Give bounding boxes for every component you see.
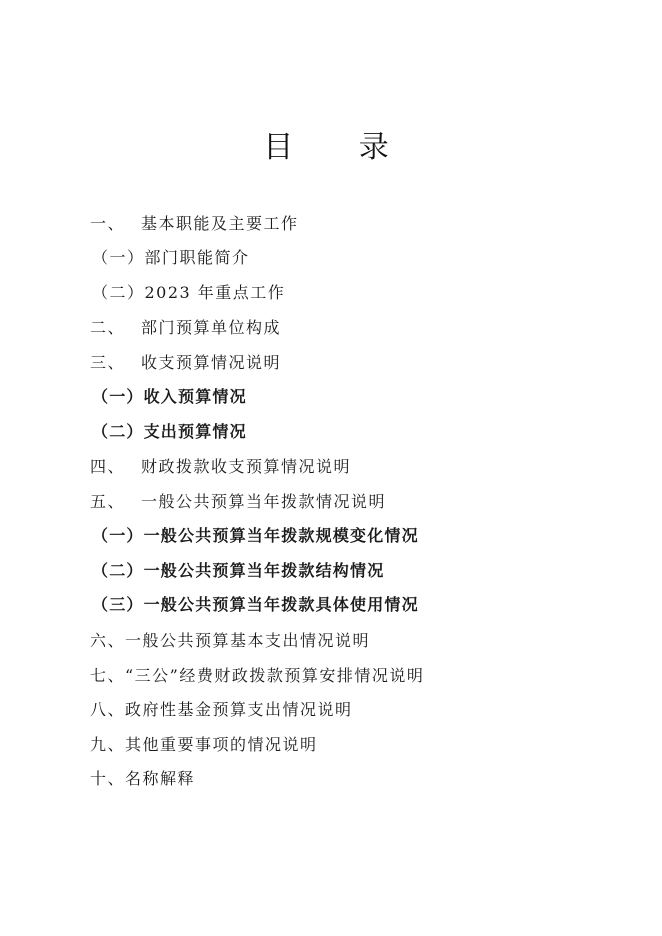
- toc-entry-text: （一）收入预算情况: [92, 387, 247, 406]
- toc-entry: [90, 211, 299, 234]
- toc-entry: [92, 384, 247, 407]
- toc-entry: [90, 697, 353, 720]
- toc-entry-number: 二、: [90, 318, 126, 337]
- toc-entry-number: 三、: [90, 353, 126, 372]
- toc-entry-text: （一）一般公共预算当年拨款规模变化情况: [92, 526, 419, 545]
- toc-entry-number: 四、: [90, 457, 126, 476]
- toc-entry: [90, 628, 370, 651]
- toc-entry-text: 基本职能及主要工作: [141, 214, 299, 233]
- toc-entry: [90, 766, 195, 789]
- toc-entry-number: 五、: [90, 492, 126, 511]
- toc-entry: [92, 592, 419, 615]
- toc-entry-text: （一）部门职能简介: [92, 248, 250, 267]
- toc-entry: [92, 280, 285, 303]
- toc-entry-text: 一般公共预算当年拨款情况说明: [141, 492, 387, 511]
- toc-entry-text: 财政拨款收支预算情况说明: [141, 457, 352, 476]
- toc-entry-number: 一、: [90, 214, 126, 233]
- toc-entry: [92, 558, 384, 581]
- page-title: 目 录: [263, 130, 417, 165]
- toc-entry-text: 收支预算情况说明: [141, 353, 282, 372]
- toc-entry-text: 六、一般公共预算基本支出情况说明: [90, 631, 371, 650]
- toc-entry-text: （二）2023 年重点工作: [92, 283, 286, 302]
- toc-entry: [90, 350, 281, 373]
- toc-entry-text: （二）支出预算情况: [92, 422, 247, 441]
- toc-entry: [90, 315, 281, 338]
- toc-entry: [92, 523, 419, 546]
- toc-entry-text: 十、名称解释: [90, 769, 196, 788]
- toc-entry: [90, 663, 424, 686]
- toc-entry-text: 部门预算单位构成: [141, 318, 282, 337]
- toc-entry: [92, 419, 247, 442]
- toc-entry-text: 八、政府性基金预算支出情况说明: [90, 700, 353, 719]
- toc-entry-text: 九、其他重要事项的情况说明: [90, 735, 318, 754]
- toc-entry-text: （二）一般公共预算当年拨款结构情况: [92, 561, 385, 580]
- toc-entry: [90, 454, 351, 477]
- toc-entry: [92, 245, 250, 268]
- toc-entry: [90, 732, 318, 755]
- toc-entry: [90, 489, 386, 512]
- toc-entry-text: （三）一般公共预算当年拨款具体使用情况: [92, 595, 419, 614]
- toc-entry-text: 七、“三公”经费财政拨款预算安排情况说明: [90, 666, 425, 685]
